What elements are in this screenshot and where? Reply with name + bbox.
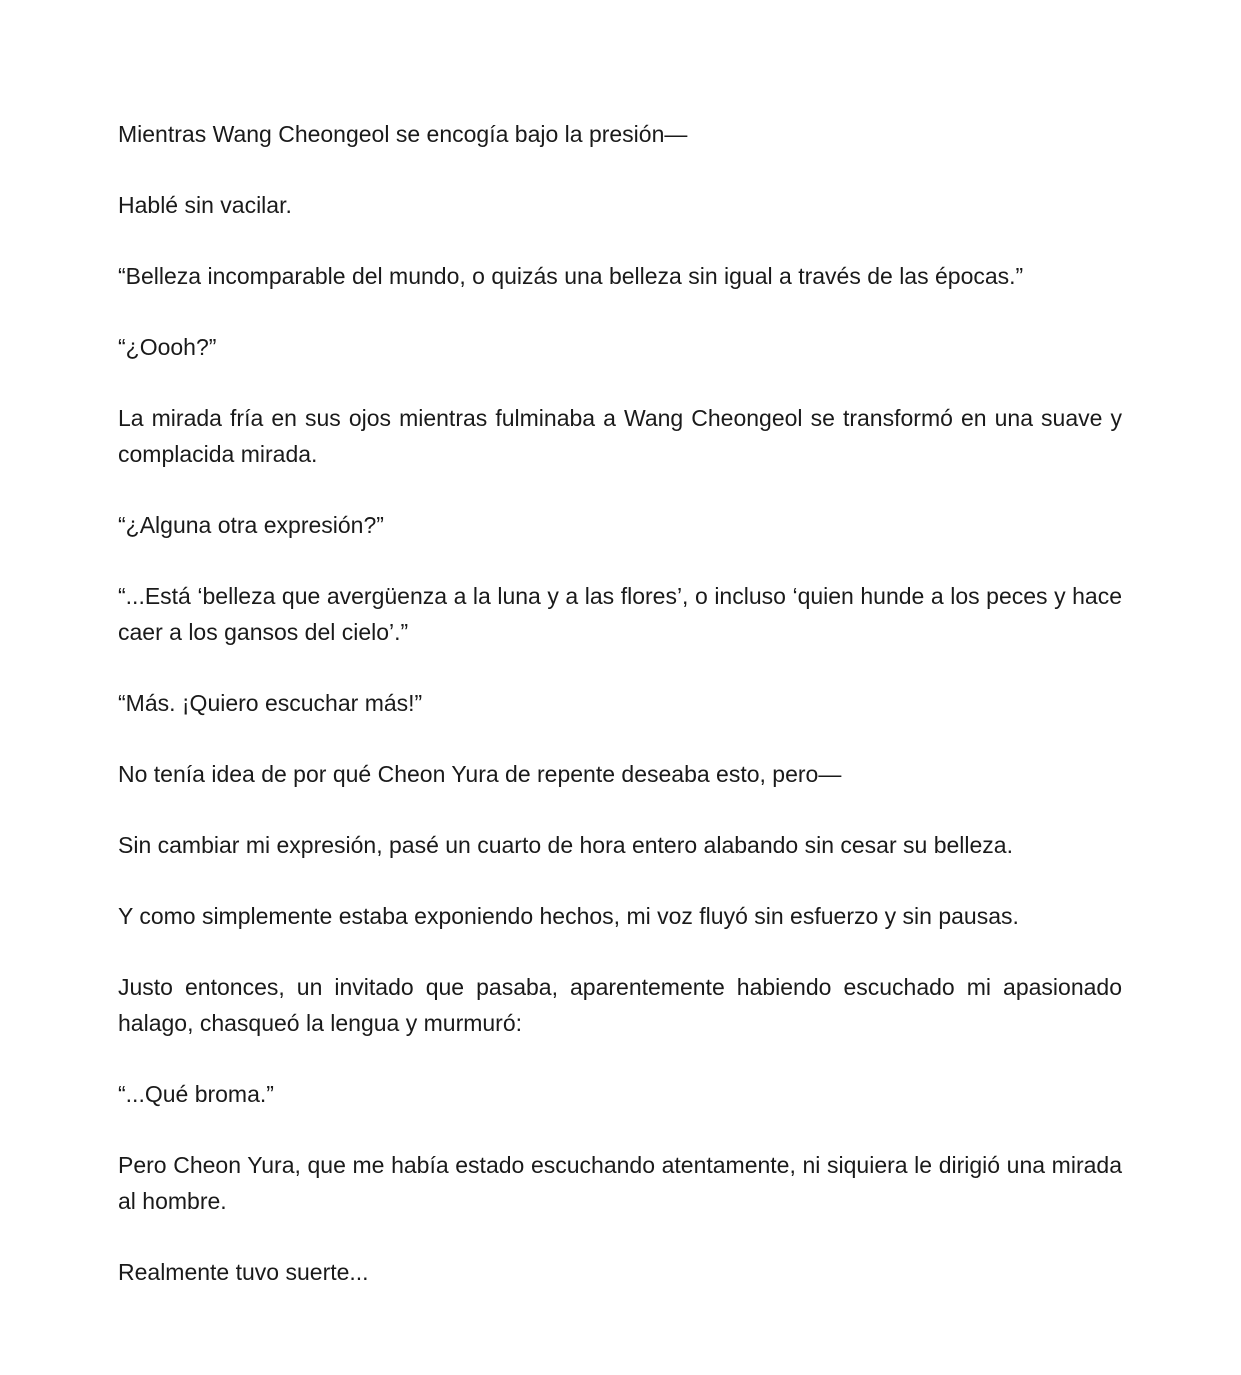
paragraph-12: Justo entonces, un invitado que pasaba, aparentemente habiendo escuchado mi apasionado halago, chasqueó la lengua y murmuró: (118, 974, 1122, 1036)
paragraph-9: No tenía idea de por qué Cheon Yura de repente deseaba esto, pero— (118, 761, 842, 787)
paragraph-11: Y como simplemente estaba exponiendo hechos, mi voz fluyó sin esfuerzo y sin pausas. (118, 903, 1019, 929)
paragraph-6: “¿Alguna otra expresión?” (118, 512, 384, 538)
paragraph-15: Realmente tuvo suerte... (118, 1259, 369, 1285)
paragraph-5: La mirada fría en sus ojos mientras fulminaba a Wang Cheongeol se transformó en una suave y complacida mirada. (118, 405, 1122, 467)
paragraph-3: “Belleza incomparable del mundo, o quizás una belleza sin igual a través de las épocas.” (118, 263, 1024, 289)
paragraph-4: “¿Oooh?” (118, 334, 217, 360)
paragraph-8: “Más. ¡Quiero escuchar más!” (118, 690, 423, 716)
paragraph-2: Hablé sin vacilar. (118, 192, 292, 218)
document-page (118, 116, 1122, 1325)
paragraph-10: Sin cambiar mi expresión, pasé un cuarto de hora entero alabando sin cesar su belleza. (118, 832, 1013, 858)
paragraph-7: “...Está ‘belleza que avergüenza a la luna y a las flores’, o incluso ‘quien hunde a los peces y hace caer a los gansos del cielo’.” (118, 583, 1122, 645)
paragraph-13: “...Qué broma.” (118, 1081, 274, 1107)
paragraph-14: Pero Cheon Yura, que me había estado escuchando atentamente, ni siquiera le dirigió una mirada al hombre. (118, 1152, 1122, 1214)
paragraph-1: Mientras Wang Cheongeol se encogía bajo la presión— (118, 121, 688, 147)
